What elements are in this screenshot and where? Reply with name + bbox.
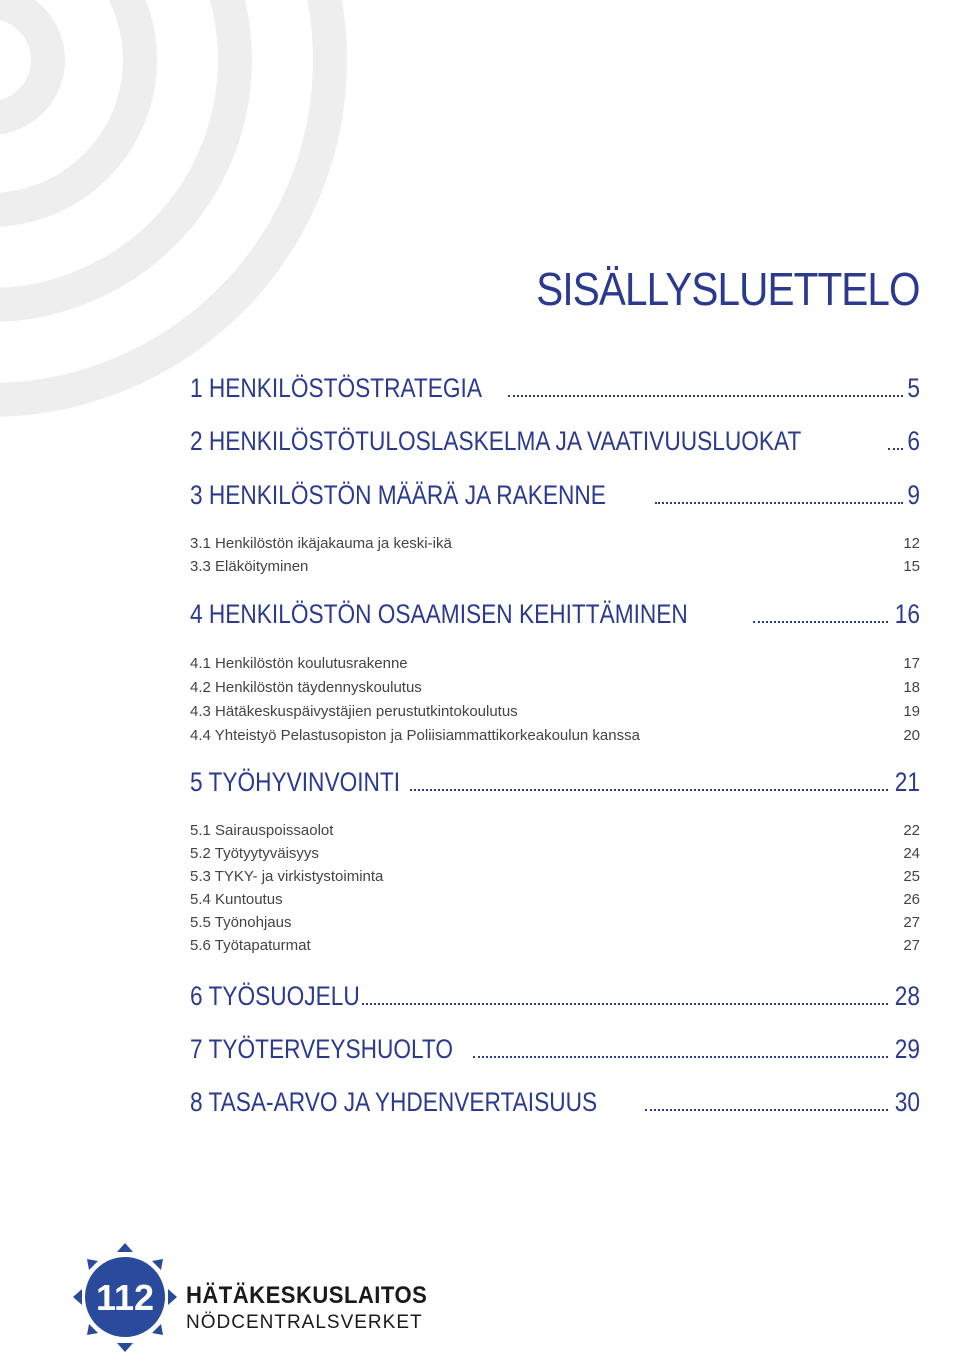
- toc-entry-label: 4.3 Hätäkeskuspäivystäjien perustutkintokoulutus: [190, 703, 518, 720]
- toc-entry-page: 29: [894, 1034, 920, 1064]
- toc-entry-page: 21: [894, 767, 920, 797]
- toc-entry-page: 24: [903, 845, 920, 862]
- toc-entry-label: 4 HENKILÖSTÖN OSAAMISEN KEHITTÄMINEN: [190, 599, 688, 629]
- toc-entry-label: 5.5 Työnohjaus: [190, 914, 292, 931]
- toc-entry-major[interactable]: [190, 426, 920, 457]
- toc-leader-dots: [753, 620, 888, 623]
- toc-entry-label: 2 HENKILÖSTÖTULOSLASKELMA JA VAATIVUUSLUOKAT: [190, 426, 802, 456]
- page-title: SISÄLLYSLUETTELO: [536, 263, 920, 315]
- toc-entry-page: 12: [903, 535, 920, 552]
- toc-entry-label: 5.3 TYKY- ja virkistystoiminta: [190, 868, 384, 885]
- toc-entry-minor[interactable]: [190, 868, 920, 885]
- toc-entry-major[interactable]: [190, 767, 920, 798]
- toc-entry-minor[interactable]: [190, 822, 920, 839]
- toc-entry-minor[interactable]: [190, 655, 920, 672]
- toc-entry-minor[interactable]: [190, 727, 920, 744]
- toc-entry-label: 8 TASA-ARVO JA YHDENVERTAISUUS: [190, 1087, 598, 1117]
- toc-entry-page: 25: [903, 868, 920, 885]
- toc-entry-major[interactable]: [190, 599, 920, 630]
- toc-entry-label: 4.2 Henkilöstön täydennyskoulutus: [190, 679, 422, 696]
- toc-entry-minor[interactable]: [190, 679, 920, 696]
- emblem-112-icon: [70, 1240, 180, 1355]
- toc-entry-page: 28: [894, 981, 920, 1011]
- toc-entry-label: 3.3 Eläköityminen: [190, 558, 309, 575]
- toc-entry-page: 18: [903, 679, 920, 696]
- toc-entry-page: 15: [903, 558, 920, 575]
- toc-entry-label: 7 TYÖTERVEYSHUOLTO: [190, 1034, 454, 1064]
- toc-entry-page: 17: [903, 655, 920, 672]
- toc-entry-page: 5: [907, 373, 920, 403]
- toc-entry-label: 5.4 Kuntoutus: [190, 891, 283, 908]
- toc-entry-page: 27: [903, 937, 920, 954]
- toc-entry-label: 5 TYÖHYVINVOINTI: [190, 767, 401, 797]
- toc-entry-label: 4.1 Henkilöstön koulutusrakenne: [190, 655, 408, 672]
- toc-entry-label: 5.6 Työtapaturmat: [190, 937, 311, 954]
- logo-name-sv: NÖDCENTRALSVERKET: [186, 1312, 423, 1333]
- toc-entry-label: 3 HENKILÖSTÖN MÄÄRÄ JA RAKENNE: [190, 480, 606, 510]
- toc-leader-dots: [655, 501, 903, 504]
- toc-entry-label: 4.4 Yhteistyö Pelastusopiston ja Poliisiammattikorkeakoulun kanssa: [190, 727, 640, 744]
- toc-leader-dots: [473, 1055, 888, 1058]
- toc-entry-page: 16: [894, 599, 920, 629]
- toc-entry-major[interactable]: [190, 373, 920, 404]
- toc-entry-label: 6 TYÖSUOJELU: [190, 981, 360, 1011]
- toc-entry-page: 9: [907, 480, 920, 510]
- toc-entry-label: 3.1 Henkilöstön ikäjakauma ja keski-ikä: [190, 535, 452, 552]
- toc-entry-minor[interactable]: [190, 891, 920, 908]
- toc-entry-page: 20: [903, 727, 920, 744]
- toc-entry-page: 26: [903, 891, 920, 908]
- logo-name-fi: HÄTÄKESKUSLAITOS: [186, 1282, 428, 1309]
- toc-leader-dots: [888, 447, 903, 450]
- toc-entry-minor[interactable]: [190, 535, 920, 552]
- toc-entry-minor[interactable]: [190, 937, 920, 954]
- toc-entry-major[interactable]: [190, 480, 920, 511]
- toc-entry-minor[interactable]: [190, 558, 920, 575]
- toc-entry-major[interactable]: [190, 1087, 920, 1118]
- toc-leader-dots: [508, 394, 903, 397]
- toc-entry-label: 1 HENKILÖSTÖSTRATEGIA: [190, 373, 482, 403]
- emblem-text: 112: [95, 1277, 155, 1318]
- toc-entry-label: 5.1 Sairauspoissaolot: [190, 822, 334, 839]
- toc-leader-dots: [410, 788, 888, 791]
- toc-entry-label: 5.2 Työtyytyväisyys: [190, 845, 319, 862]
- toc-entry-minor[interactable]: [190, 845, 920, 862]
- toc-entry-page: 30: [894, 1087, 920, 1117]
- toc-leader-dots: [362, 1002, 888, 1005]
- toc-entry-major[interactable]: [190, 1034, 920, 1065]
- toc-entry-minor[interactable]: [190, 703, 920, 720]
- toc-entry-page: 19: [903, 703, 920, 720]
- toc-entry-page: 6: [907, 426, 920, 456]
- toc-entry-major[interactable]: [190, 981, 920, 1012]
- toc-entry-page: 22: [903, 822, 920, 839]
- toc-entry-page: 27: [903, 914, 920, 931]
- toc-entry-minor[interactable]: [190, 914, 920, 931]
- toc-leader-dots: [645, 1108, 888, 1111]
